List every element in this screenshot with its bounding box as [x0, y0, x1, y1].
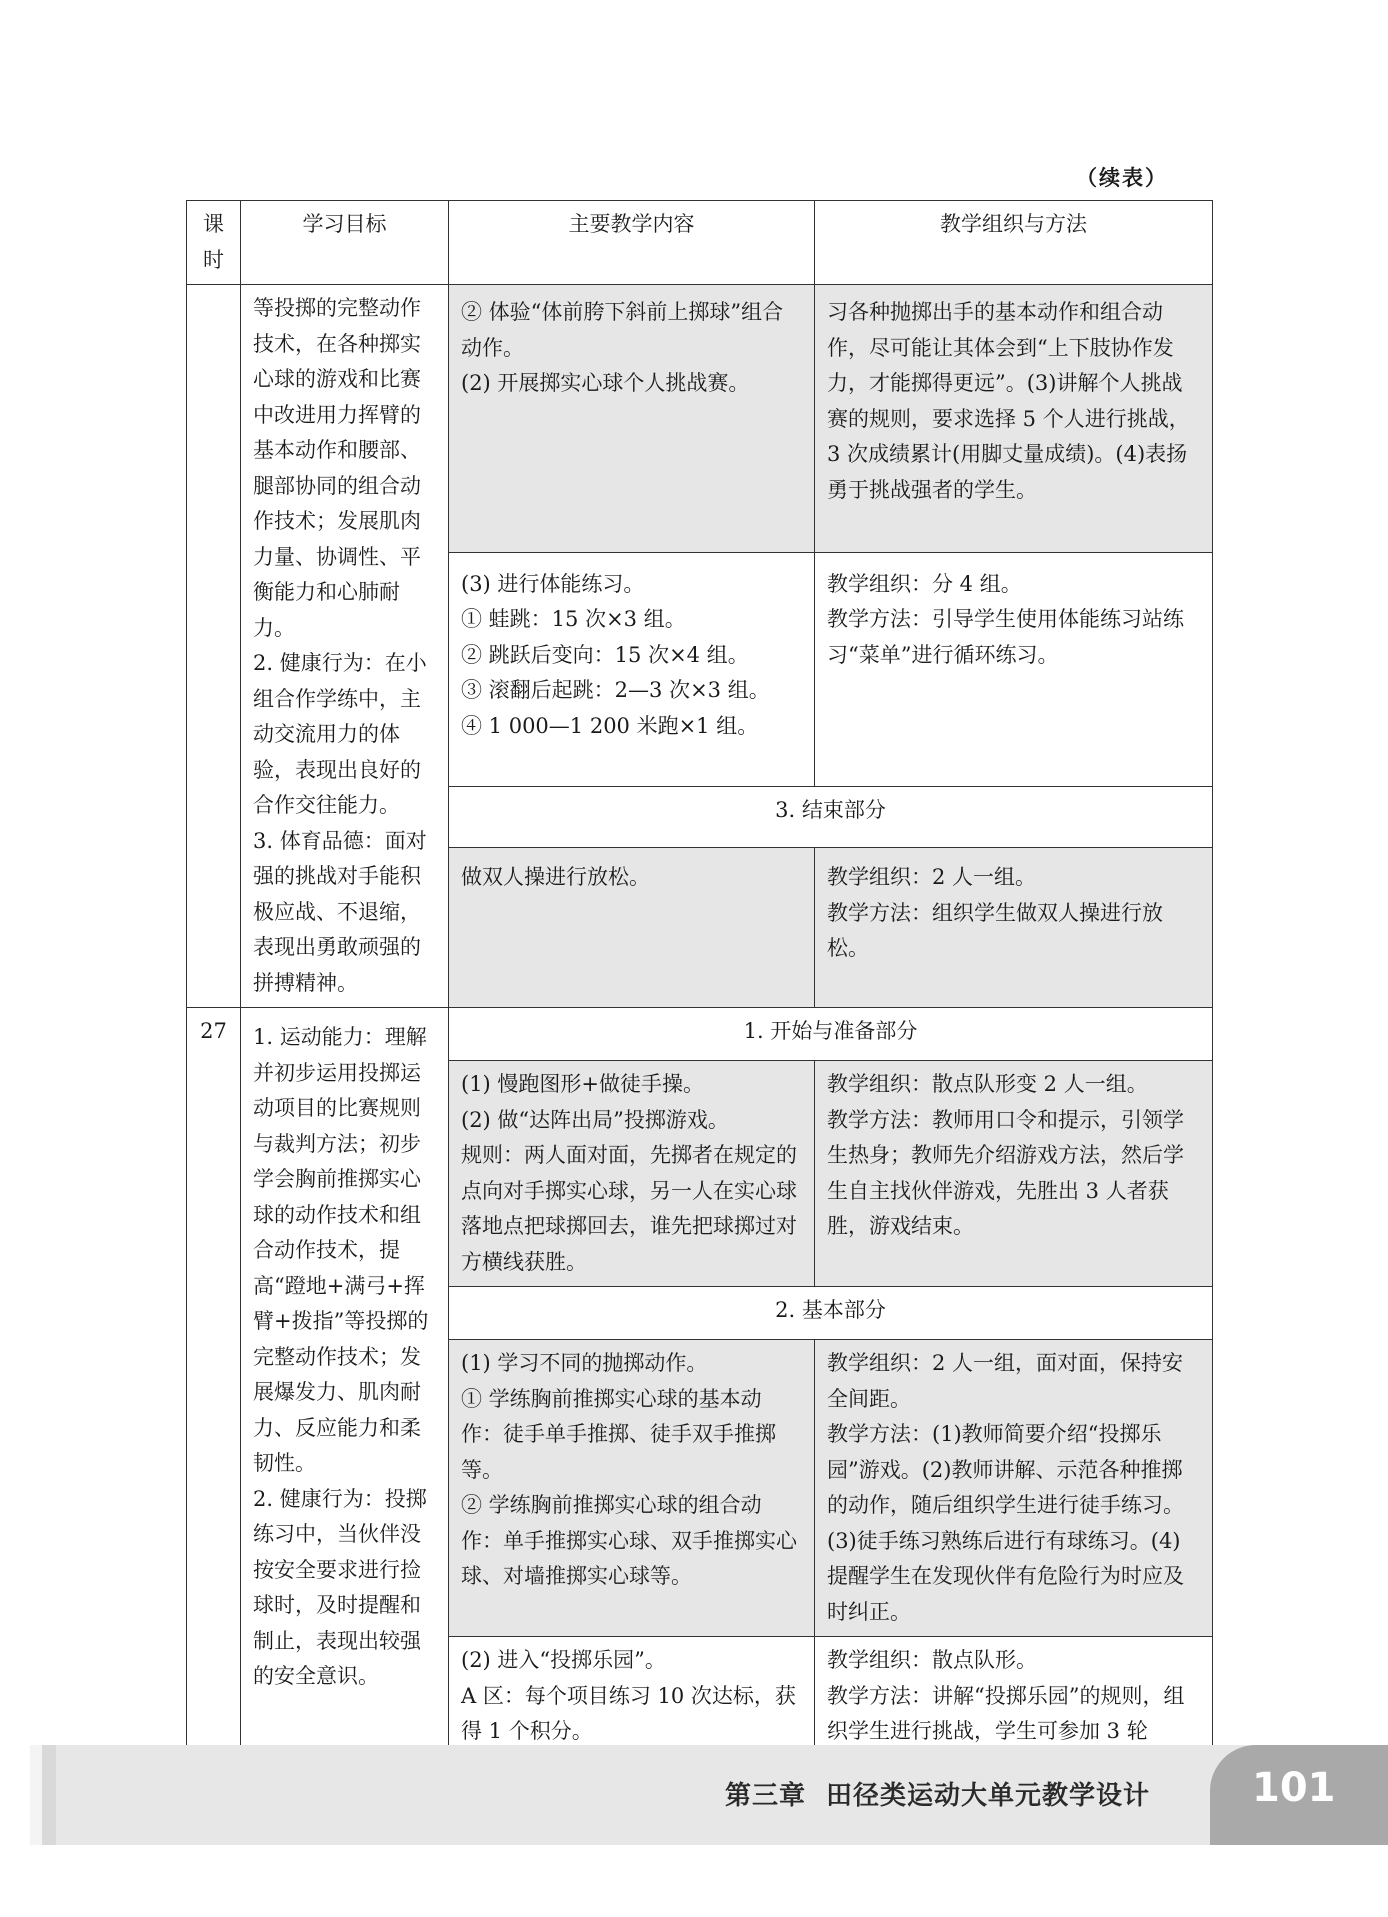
content-cell: (2) 进入“投掷乐园”。 A 区：每个项目练习 10 次达标，获得 1 个积分。 [449, 1637, 815, 1757]
goal-item: 3. 体育品德：面对强的挑战对手能积极应战、不退缩，表现出勇敢顽强的拼搏精神。 [253, 828, 427, 995]
hour-cell-continued [187, 285, 241, 1008]
table-header-row [187, 201, 1213, 285]
goal-item: 2. 健康行为：在小组合作学练中，主动交流用力的体验，表现出良好的合作交往能力。 [253, 651, 427, 817]
footer-stripe [30, 1745, 42, 1845]
method-cell: 教学组织：2 人一组。 教学方法：组织学生做双人操进行放松。 [815, 848, 1213, 1008]
header-method: 教学组织与方法 [815, 201, 1213, 285]
goals-cell-27 [241, 1008, 449, 1757]
chapter-number: 第三章 [724, 1781, 806, 1811]
content-cell: ② 体验“体前胯下斜前上掷球”组合动作。 (2) 开展掷实心球个人挑战赛。 [449, 285, 815, 553]
chapter-name: 田径类运动大单元教学设计 [825, 1781, 1150, 1811]
continued-label: （续表） [1076, 166, 1168, 190]
goals-cell-continued [241, 285, 449, 1008]
section-basic-heading: 2. 基本部分 [449, 1287, 1213, 1340]
table-row [187, 1008, 1213, 1061]
section-start-heading: 1. 开始与准备部分 [449, 1008, 1213, 1061]
goal-item: 1. 运动能力：理解并初步运用投掷运动项目的比赛规则与裁判方法；初步学会胸前推掷实心球的动作技术和组合动作技术，提高“蹬地+满弓+挥臂+拨指”等投掷的完整动作技术；发展爆发力、肌肉耐力、反应能力和柔韧性。 [253, 1025, 429, 1475]
method-cell: 教学组织：2 人一组，面对面，保持安全间距。 教学方法：(1)教师简要介绍“投掷乐园”游戏。(2)教师讲解、示范各种推掷的动作，随后组织学生进行徒手练习。(3)徒手练习熟练后进行有球练习。(4)提醒学生在发现伙伴有危险行为时应及时纠正。 [815, 1340, 1213, 1637]
footer-stripe [42, 1745, 56, 1845]
content-cell: (3) 进行体能练习。 ① 蛙跳：15 次×3 组。 ② 跳跃后变向：15 次×4 组。 ③ 滚翻后起跳：2—3 次×3 组。 ④ 1 000—1 200 米跑×1 组。 [449, 552, 815, 786]
goal-item: 等投掷的完整动作技术，在各种掷实心球的游戏和比赛中改进用力挥臂的基本动作和腰部、腿部协同的组合动作技术；发展肌肉力量、协调性、平衡能力和心肺耐力。 [253, 296, 421, 640]
method-cell: 教学组织：分 4 组。 教学方法：引导学生使用体能练习站练习“菜单”进行循环练习。 [815, 552, 1213, 786]
method-cell: 习各种抛掷出手的基本动作和组合动作，尽可能让其体会到“上下肢协作发力，才能掷得更远”。(3)讲解个人挑战赛的规则，要求选择 5 个人进行挑战，3 次成绩累计(用脚丈量成绩)。(4)表扬勇于挑战强者的学生。 [815, 285, 1213, 553]
table-row [187, 285, 1213, 553]
page-footer [30, 1745, 1388, 1845]
header-content: 主要教学内容 [449, 201, 815, 285]
page-number: 101 [1252, 1765, 1336, 1811]
header-goals: 学习目标 [241, 201, 449, 285]
chapter-title [725, 1775, 1150, 1812]
lesson-table [186, 200, 1213, 1757]
content-cell: (1) 学习不同的抛掷动作。 ① 学练胸前推掷实心球的基本动作：徒手单手推掷、徒手双手推掷等。 ② 学练胸前推掷实心球的组合动作：单手推掷实心球、双手推掷实心球、对墙推掷实心球等。 [449, 1340, 815, 1637]
method-cell: 教学组织：散点队形。 教学方法：讲解“投掷乐园”的规则，组织学生进行挑战，学生可参加 3 轮 [815, 1637, 1213, 1757]
method-cell: 教学组织：散点队形变 2 人一组。 教学方法：教师用口令和提示，引领学生热身；教师先介绍游戏方法，然后学生自主找伙伴游戏，先胜出 3 人者获胜，游戏结束。 [815, 1061, 1213, 1287]
goal-item: 2. 健康行为：投掷练习中，当伙伴没按安全要求进行捡球时，及时提醒和制止，表现出较强的安全意识。 [253, 1486, 427, 1688]
content-cell: 做双人操进行放松。 [449, 848, 815, 1008]
section-end-heading: 3. 结束部分 [449, 786, 1213, 848]
header-hour: 课时 [187, 201, 241, 285]
hour-cell-27: 27 [187, 1008, 241, 1757]
content-cell: (1) 慢跑图形+做徒手操。 (2) 做“达阵出局”投掷游戏。 规则：两人面对面，先掷者在规定的点向对手掷实心球，另一人在实心球落地点把球掷回去，谁先把球掷过对方横线获胜。 [449, 1061, 815, 1287]
page-number-tab [1210, 1745, 1388, 1845]
